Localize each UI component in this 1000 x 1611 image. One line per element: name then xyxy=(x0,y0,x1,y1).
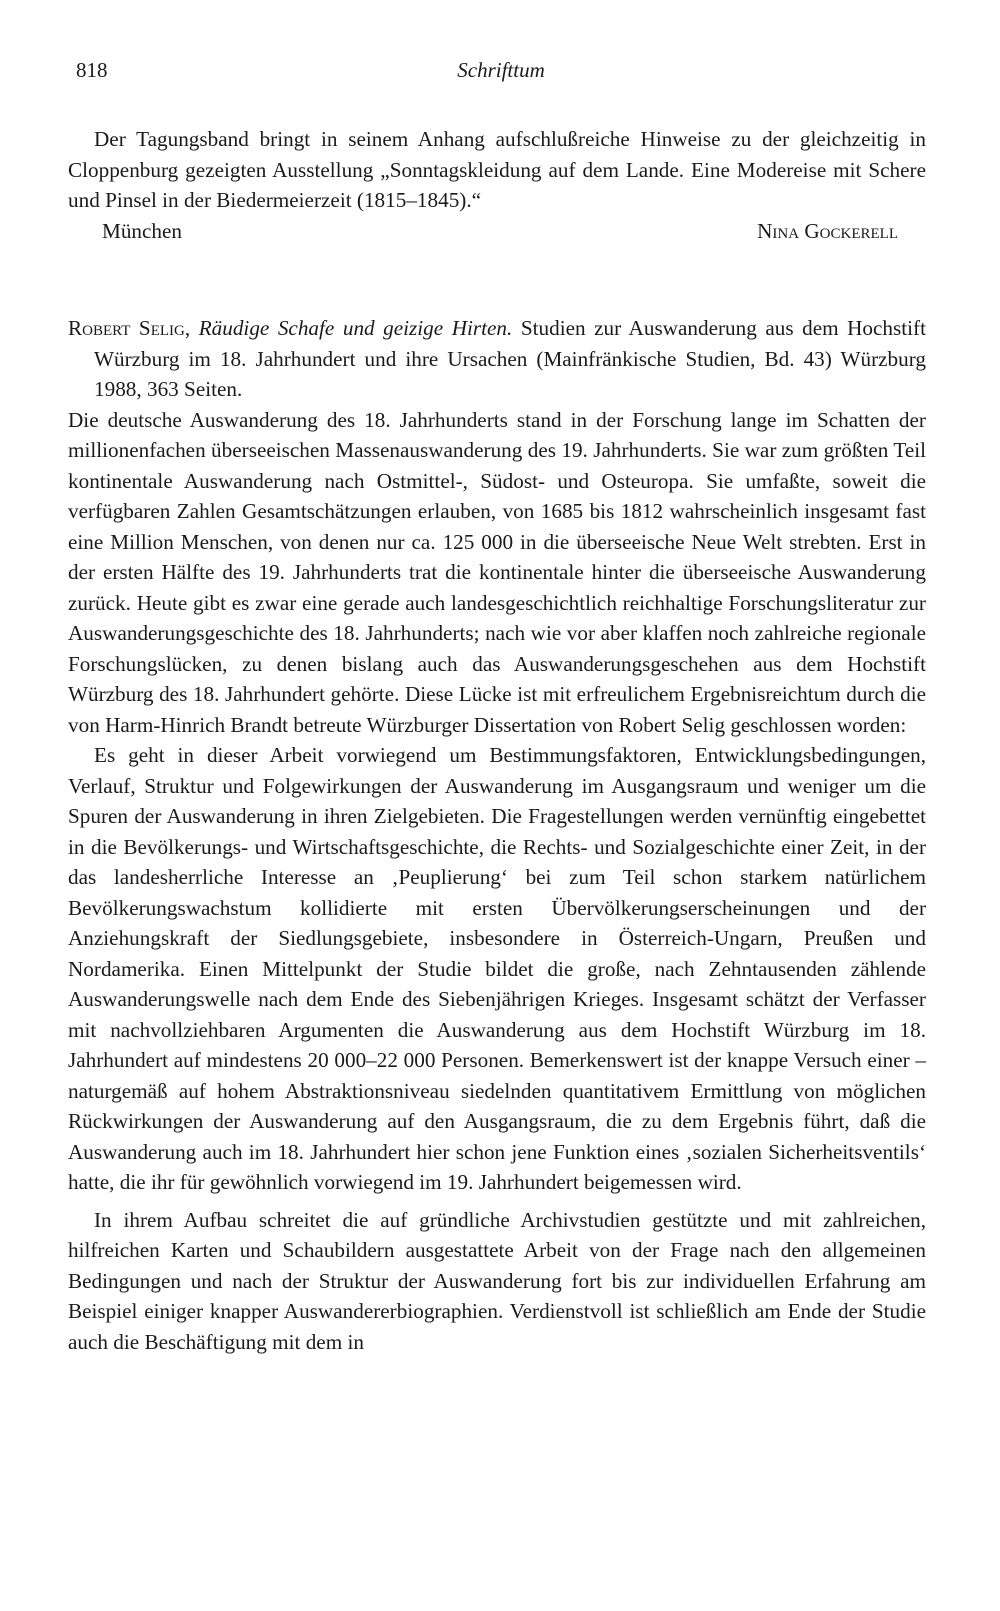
review-paragraph: Die deutsche Auswanderung des 18. Jahrhunderts stand in der Forschung lange im Schatten der millionenfachen überseeischen Massenauswanderung des 19. Jahrhunderts. Sie war zum größten Teil kontinentale Auswanderung nach Ostmittel-, Südost- und Osteuropa. Sie umfaßte, soweit die verfügbaren Zahlen Gesamtschätzungen erlauben, von 1685 bis 1812 wahrscheinlich insgesamt fast eine Million Menschen, von denen nur ca. 125 000 in die überseeische Neue Welt strebten. Erst in der ersten Hälfte des 19. Jahrhunderts trat die kontinentale hinter die überseeische Auswanderung zurück. Heute gibt es zwar eine gerade auch landesgeschichtlich reichhaltige Forschungsliteratur zur Auswanderungsgeschichte des 18. Jahrhunderts; nach wie vor aber klaffen noch zahlreiche regionale Forschungslücken, zu denen bislang auch das Auswanderungsgeschehen aus dem Hochstift Würzburg des 18. Jahrhundert gehörte. Diese Lücke ist mit erfreulichem Ergebnisreichtum durch die von Harm-Hinrich Brandt betreute Würzburger Dissertation von Robert Selig geschlossen worden: xyxy=(68,407,926,737)
reviewer-signature xyxy=(94,216,926,247)
previous-review-paragraph: Der Tagungsband bringt in seinem Anhang aufschlußreiche Hinweise zu der gleichzeitig in Cloppenburg gezeigten Ausstellung „Sonntagskleidung auf dem Lande. Eine Modereise mit Schere und Pinsel in der Biedermeierzeit (1815–1845).“ xyxy=(68,127,926,212)
running-head: Schrifttum xyxy=(457,58,545,82)
page-header xyxy=(76,58,926,88)
reviewed-book-author: Robert Selig, xyxy=(68,316,191,340)
review-bibliographic-heading xyxy=(68,313,926,405)
reviewed-book-title: Räudige Schafe und geizige Hirten. xyxy=(198,316,513,340)
reviewer-place: München xyxy=(102,218,183,243)
page-number: 818 xyxy=(76,58,108,82)
reviewer-name: Nina Gockerell xyxy=(757,218,898,243)
previous-review-ending xyxy=(68,124,926,246)
review-paragraph: Es geht in dieser Arbeit vorwiegend um Bestimmungsfaktoren, Entwicklungsbedingungen, Verlauf, Struktur und Folgewirkungen der Auswanderung im Ausgangsraum und weniger um die Spuren der Auswanderung in ihren Zielgebieten. Die Fragestellungen werden vernünftig eingebettet in die Bevölkerungs- und Wirtschaftsgeschichte, die Rechts- und Sozialgeschichte einer Zeit, in der das landesherrliche Interesse an ‚Peuplierung‘ bei zum Teil schon starkem natürlichem Bevölkerungswachstum kollidierte mit ersten Übervölkerungserscheinungen und der Anziehungskraft der Siedlungsgebiete, insbesondere in Österreich-Ungarn, Preußen und Nordamerika. Einen Mittelpunkt der Studie bildet die große, nach Zehntausenden zählende Auswanderungswelle nach dem Ende des Siebenjährigen Krieges. Insgesamt schätzt der Verfasser mit nachvollziehbaren Argumenten die Auswanderung aus dem Hochstift Würzburg im 18. Jahrhundert auf mindestens 20 000–22 000 Personen. Bemerkenswert ist der knappe Versuch einer – naturgemäß auf hohem Abstraktionsniveau siedelnden quantitativem Ermittlung von möglichen Rückwirkungen der Auswanderung auf den Ausgangsraum, die zu dem Ergebnis führt, daß die Auswanderung auch im 18. Jahrhundert hier schon jene Funktion eines ‚sozialen Sicherheitsventils‘ hatte, die ihr für gewöhnlich vorwiegend im 19. Jahrhundert beigemessen wird. xyxy=(68,743,926,1194)
reviewed-book-details: Studien zur Auswanderung aus dem Hochstift Würzburg im 18. Jahrhundert und ihre Ursachen (Mainfränkische Studien, Bd. 43) Würzburg 1988, 363 Seiten. xyxy=(94,316,926,401)
book-review xyxy=(68,313,926,1357)
review-paragraph: In ihrem Aufbau schreitet die auf gründliche Archivstudien gestützte und mit zahlreichen, hilfreichen Karten und Schaubildern ausgestattete Arbeit von der Frage nach den allgemeinen Bedingungen und nach der Struktur der Auswanderung fort bis zur individuellen Erfahrung am Beispiel einiger knapper Auswandererbiographien. Verdienstvoll ist schließlich am Ende der Studie auch die Beschäftigung mit dem in xyxy=(68,1207,926,1354)
